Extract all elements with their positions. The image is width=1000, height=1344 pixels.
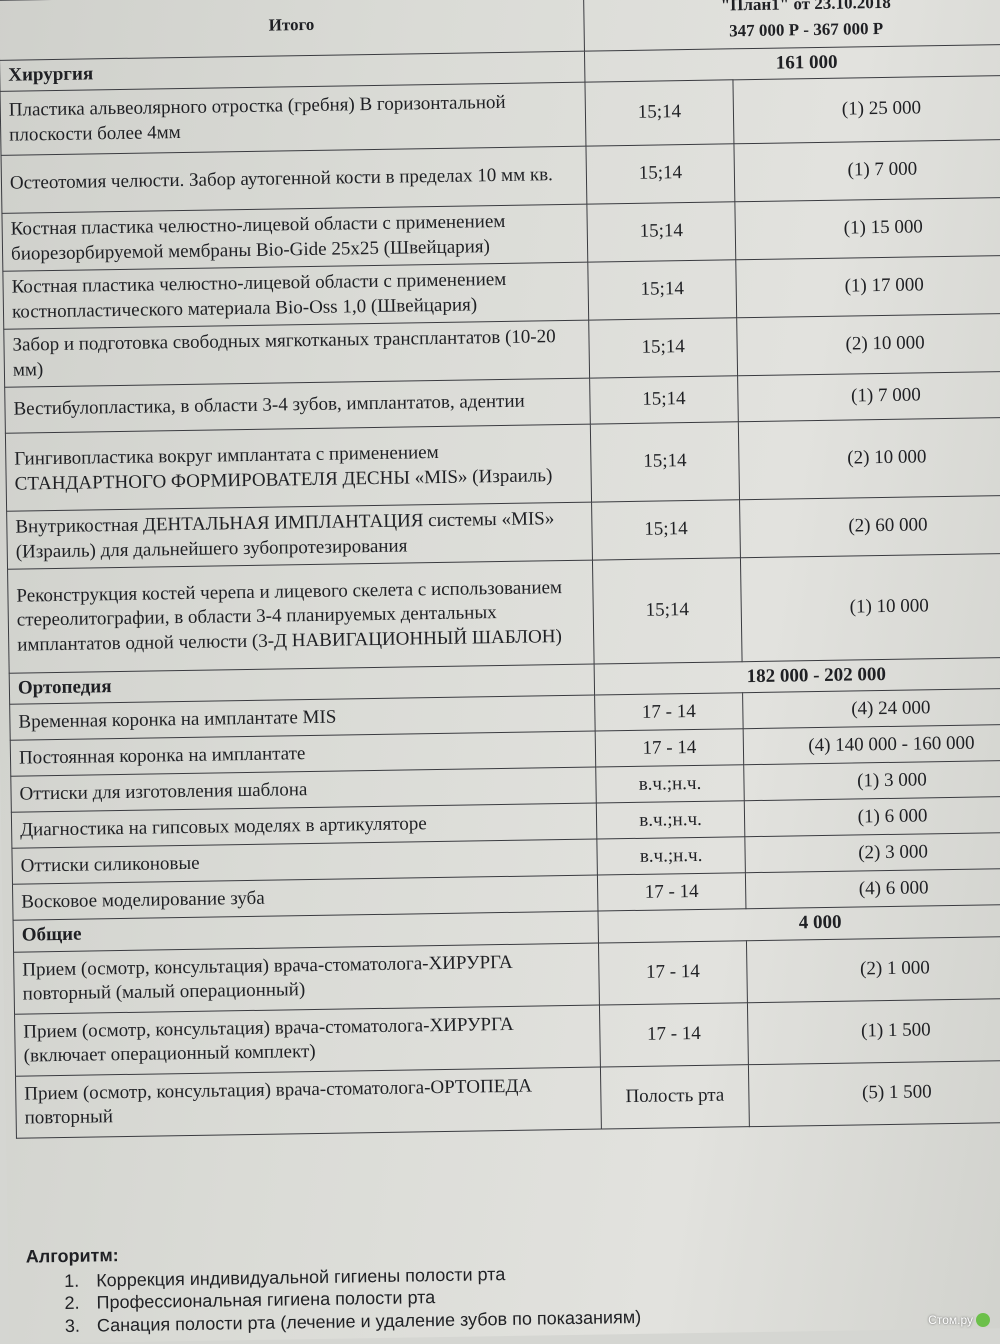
watermark-text: Стом.ру <box>928 1313 973 1327</box>
algorithm-list <box>26 1260 641 1337</box>
price-cell: (1) 17 000 <box>736 255 1000 318</box>
header-plan-cell <box>584 0 1000 51</box>
service-cell: Восковое моделирование зуба <box>12 875 597 920</box>
algorithm-title: Алгоритм: <box>26 1236 641 1268</box>
service-cell: Прием (осмотр, консультация) врача-стоматолога-ОРТОПЕДА повторный <box>15 1067 601 1138</box>
section-total: 161 000 <box>584 44 1000 82</box>
teeth-cell: 17 - 14 <box>595 729 744 767</box>
teeth-cell: 17 - 14 <box>595 693 744 731</box>
price-cell: (2) 3 000 <box>745 832 1000 873</box>
teeth-cell: 17 - 14 <box>598 940 747 1004</box>
price-cell: (1) 7 000 <box>738 371 1000 422</box>
teeth-cell: 15;14 <box>587 202 736 262</box>
teeth-cell: 15;14 <box>592 500 741 560</box>
price-cell: (4) 24 000 <box>743 688 1000 729</box>
section-total: 182 000 - 202 000 <box>594 657 1000 695</box>
service-cell: Остеотомия челюсти. Забор аутогенной кости в пределах 10 мм кв. <box>1 146 587 213</box>
price-cell: (4) 6 000 <box>745 868 1000 909</box>
algorithm-block <box>26 1236 642 1338</box>
service-cell: Пластика альвеолярного отростка (гребня) В горизонтальной плоскости более 4мм <box>0 82 586 155</box>
table-row <box>8 553 1000 673</box>
price-cell: (2) 1 000 <box>746 936 1000 1003</box>
price-cell: (2) 10 000 <box>738 417 1000 500</box>
teeth-cell: 15;14 <box>588 260 737 320</box>
service-cell: Гингивопластика вокруг имплантата с применением СТАНДАРТНОГО ФОРМИРОВАТЕЛЯ ДЕСНЫ «MIS» (Израиль) <box>5 424 591 511</box>
teeth-cell: Полость рта <box>600 1064 749 1128</box>
price-cell: (1) 1 500 <box>747 998 1000 1065</box>
algorithm-step: 2. Профессиональная гигиена полости рта <box>84 1283 641 1314</box>
service-cell: Прием (осмотр, консультация) врача-стоматолога-ХИРУРГА (включает операционный комплект) <box>15 1005 601 1076</box>
plan-name-date: "План1" от 23.10.2018 <box>592 0 1000 21</box>
teeth-cell: 15;14 <box>586 144 735 204</box>
service-cell: Реконструкция костей черепа и лицевого скелета с использованием стереолитографии, в области 3-4 планируемых дентальных имплантатов одной челюсти (3-Д НАВИГАЦИОННЫЙ ШАБЛОН) <box>8 560 595 673</box>
price-cell: (1) 7 000 <box>734 139 1000 202</box>
service-cell: Костная пластика челюстно-лицевой области с применением костнопластического материала Bio-Oss 1,0 (Швейцария) <box>3 262 589 329</box>
service-cell: Диагностика на гипсовых моделях в артикуляторе <box>11 803 596 848</box>
service-cell: Временная коронка на имплантате MIS <box>10 695 595 740</box>
service-cell: Оттиски для изготовления шаблона <box>11 767 596 812</box>
service-cell: Оттиски силиконовые <box>12 839 597 884</box>
price-cell: (2) 10 000 <box>737 313 1000 376</box>
service-cell: Вестибулопластика, в области 3-4 зубов, имплантатов, адентии <box>5 378 591 433</box>
price-cell: (1) 6 000 <box>744 796 1000 837</box>
service-cell: Костная пластика челюстно-лицевой области с применением биорезорбируемой мембраны Bio-Gide 25x25 (Швейцария) <box>2 204 588 271</box>
teeth-cell: 15;14 <box>585 80 734 146</box>
tooth-logo-icon <box>976 1313 990 1327</box>
plan-total-range: 347 000 Р - 367 000 Р <box>592 14 1000 47</box>
teeth-cell: 17 - 14 <box>597 873 746 911</box>
price-cell: (1) 15 000 <box>735 197 1000 260</box>
price-cell: (1) 10 000 <box>740 553 1000 662</box>
section-name: Хирургия <box>0 51 585 91</box>
teeth-cell: 17 - 14 <box>599 1002 748 1066</box>
algorithm-step: 3. Санация полости рта (лечение и удаление зубов по показаниям) <box>85 1305 642 1336</box>
header-title: Итого <box>0 0 584 60</box>
section-name: Общие <box>13 911 598 951</box>
price-cell: (4) 140 000 - 160 000 <box>743 724 1000 765</box>
algorithm-step: 1. Коррекция индивидуальной гигиены полости рта <box>84 1260 641 1291</box>
teeth-cell: 15;14 <box>592 558 742 664</box>
price-cell: (5) 1 500 <box>748 1060 1000 1127</box>
service-cell: Прием (осмотр, консультация) врача-стоматолога-ХИРУРГА повторный (малый операционный) <box>14 943 600 1014</box>
teeth-cell: 15;14 <box>590 376 739 424</box>
service-cell: Забор и подготовка свободных мягкотканых трансплантатов (10-20 мм) <box>4 320 590 387</box>
service-cell: Постоянная коронка на имплантате <box>10 731 595 776</box>
section-total: 4 000 <box>598 904 1000 942</box>
service-cell: Внутрикостная ДЕНТАЛЬНАЯ ИМПЛАНТАЦИЯ системы «MIS» (Израиль) для дальнейшего зубопротезирования <box>7 502 593 569</box>
price-cell: (1) 3 000 <box>744 760 1000 801</box>
teeth-cell: в.ч.;н.ч. <box>596 765 745 803</box>
price-cell: (2) 60 000 <box>740 495 1000 558</box>
teeth-cell: в.ч.;н.ч. <box>597 837 746 875</box>
teeth-cell: 15;14 <box>590 422 739 502</box>
teeth-cell: в.ч.;н.ч. <box>596 801 745 839</box>
site-watermark <box>928 1313 990 1327</box>
section-name: Ортопедия <box>9 664 594 704</box>
teeth-cell: 15;14 <box>589 318 738 378</box>
price-cell: (1) 25 000 <box>733 75 1000 144</box>
